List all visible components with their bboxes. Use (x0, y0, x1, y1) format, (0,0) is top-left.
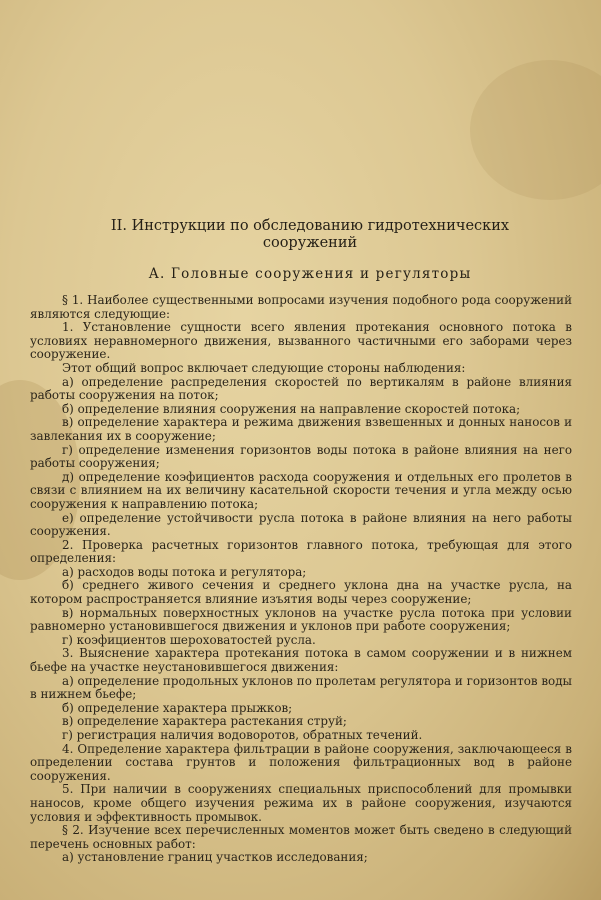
paragraph: а) определение продольных уклонов по пролетам регулятора и горизонтов воды в нижнем бьефе; (30, 673, 572, 702)
document-body (30, 294, 572, 865)
section-heading: А. Головные сооружения и регуляторы (148, 266, 472, 282)
paragraph: в) нормальных поверхностных уклонов на участке русла потока при условии равномерно установившегося движения и уклонов при работе сооружения; (30, 605, 572, 634)
paragraph: в) определение характера и режима движения взвешенных и донных наносов и завлекания их в сооружение; (30, 415, 572, 443)
chapter-heading (100, 218, 520, 252)
paragraph: 5. При наличии в сооружениях специальных приспособлений для промывки наносов, кроме общего изучения режима их в районе сооружения, изучаются условия и эффективность промывок. (30, 782, 572, 824)
paragraph: 2. Проверка расчетных горизонтов главного потока, требующая для этого определения: (30, 537, 572, 566)
paragraph: а) расходов воды потока и регулятора; (62, 564, 307, 579)
paragraph: Этот общий вопрос включает следующие стороны наблюдения: (62, 360, 466, 375)
chapter-heading-line2: сооружений (262, 235, 358, 251)
paragraph: а) определение распределения скоростей по вертикалям в районе влияния работы сооружения на поток; (30, 374, 572, 403)
paragraph: г) коэфициентов шероховатостей русла. (62, 632, 316, 647)
paragraph: д) определение коэфициентов расхода сооружения и отдельных его пролетов в связи с влиянием на их величину касательной скорости течения и угла между осью сооружения к направлению потока; (30, 469, 572, 511)
paragraph: б) определение влияния сооружения на направление скоростей потока; (62, 401, 521, 416)
paragraph: 1. Установление сущности всего явления протекания основного потока в условиях неравномерного движения, вызванного частичными его заборами через сооружение. (30, 320, 572, 362)
paragraph: е) определение устойчивости русла потока в районе влияния на него работы сооружения. (30, 510, 572, 539)
paragraph: в) определение характера растекания струй; (62, 714, 347, 729)
paper-stain (470, 60, 601, 200)
paragraph: § 1. Наиболее существенными вопросами изучения подобного рода сооружений являются следующие: (30, 293, 572, 321)
paragraph: 4. Определение характера фильтрации в районе сооружения, заключающееся в определении состава грунтов и положения фильтрационных вод в районе сооружения. (30, 741, 572, 783)
paragraph: а) установление границ участков исследования; (62, 850, 368, 865)
paragraph: б) определение характера прыжков; (62, 700, 293, 715)
paragraph: б) среднего живого сечения и среднего уклона дна на участке русла, на котором распространяется влияние изъятия воды через сооружение; (30, 578, 572, 607)
paragraph: 3. Выяснение характера протекания потока в самом сооружении и в нижнем бьефе на участке неустановившегося движения: (30, 646, 572, 675)
chapter-heading-line1: II. Инструкции по обследованию гидротехнических (110, 218, 510, 234)
paragraph: г) регистрация наличия водоворотов, обратных течений. (62, 728, 423, 742)
paragraph: § 2. Изучение всех перечисленных моментов может быть сведено в следующий перечень основных работ: (30, 823, 572, 851)
paragraph: г) определение изменения горизонтов воды потока в районе влияния на него работы сооружения; (30, 442, 572, 471)
